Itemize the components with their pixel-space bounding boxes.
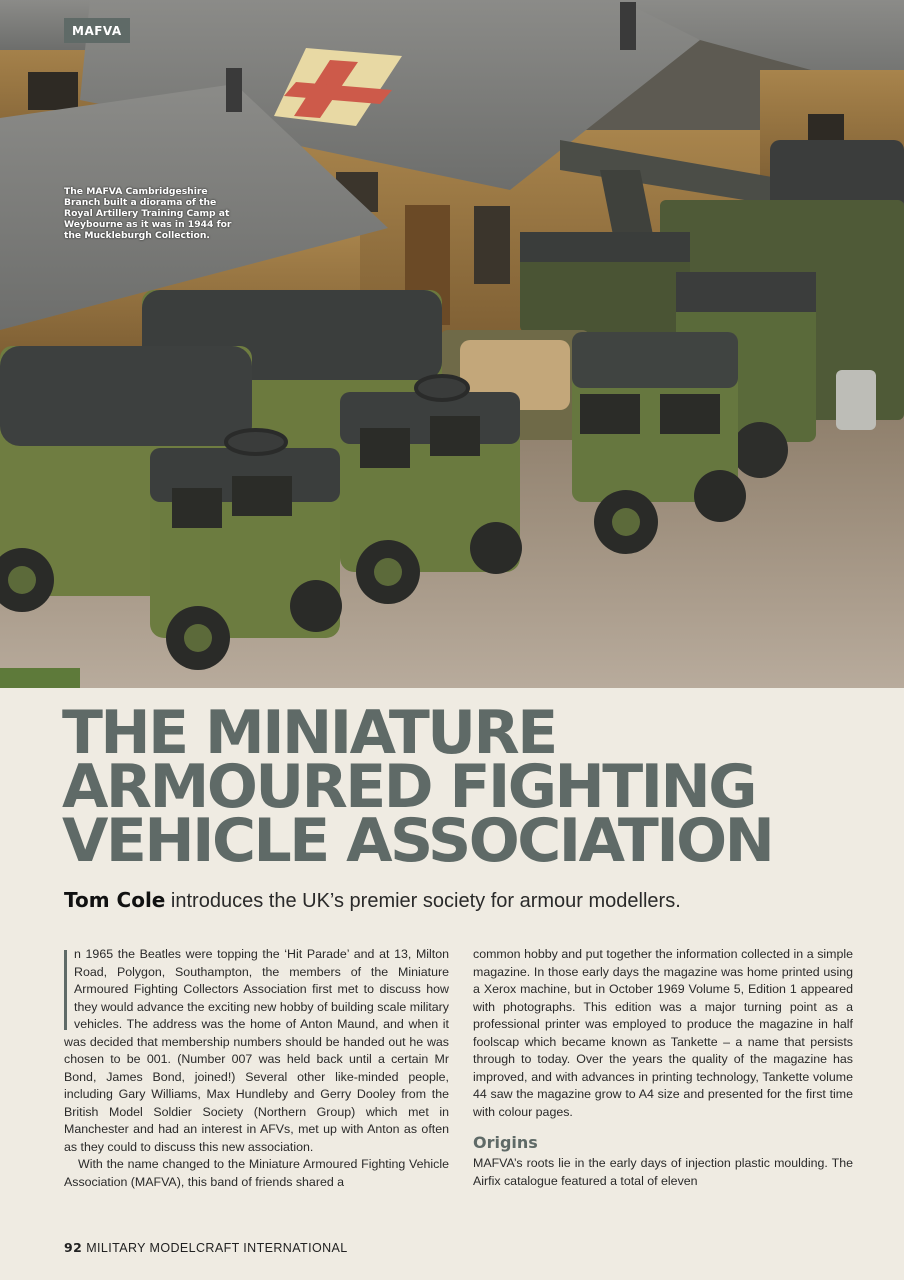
dropcap-bar [64, 950, 67, 1030]
publication-name: MILITARY MODELCRAFT INTERNATIONAL [86, 1241, 348, 1255]
page-number: 92 [64, 1240, 83, 1255]
body-column-left [64, 946, 449, 1191]
section-tag: MAFVA [64, 18, 130, 43]
standfirst [64, 888, 864, 913]
body-paragraph-2: With the name changed to the Miniature Armoured Fighting Vehicle Association (MAFVA), this band of friends shared a [64, 1157, 449, 1189]
page-footer [64, 1240, 348, 1255]
article-headline [62, 698, 892, 876]
body-paragraph-4: MAFVA’s roots lie in the early days of injection plastic moulding. The Airfix catalogue featured a total of eleven [473, 1156, 853, 1188]
subhead-origins: Origins [473, 1133, 538, 1152]
body-paragraph-3: common hobby and put together the information collected in a simple magazine. In those early days the magazine was home printed using a Xerox machine, but in October 1969 Volume 5, Edition 1 appeared with photographs. This edition was a major turning point as a professional printer was employed to produce the magazine in half foolscap which became known as Tankette – a name that persists through to today. Over the years the quality of the magazine has improved, and with advances in printing technology, Tankette volume 44 saw the magazine grow to A4 size and presented for the first time with colour pages. [473, 947, 853, 1119]
headline-line-1: THE MINIATURE [62, 698, 556, 768]
standfirst-text: introduces the UK’s premier society for armour modellers. [165, 890, 681, 912]
photo-caption: The MAFVA Cambridgeshire Branch built a diorama of the Royal Artillery Training Camp at Weybourne as it was in 1944 for the Muckleburgh Collection. [64, 186, 232, 241]
author-name: Tom Cole [64, 888, 166, 912]
body-column-right [473, 946, 853, 1190]
headline-line-3: VEHICLE ASSOCIATION [62, 806, 773, 876]
body-paragraph-1: n 1965 the Beatles were topping the ‘Hit Parade’ and at 13, Milton Road, Polygon, Southampton, the members of the Miniature Armoured Fighting Collectors Association first met to discuss how they would advance the exciting new hobby of building scale military vehicles. The address was the home of Anton Maund, and when it was decided that membership numbers should be handed out he was chosen to be 001. (Number 007 was held back until a certain Mr Bond, James Bond, joined!) Several other like-minded people, including Gary Williams, Max Hundleby and Gerry Dooley from the British Model Soldier Society (Northern Group) which met in Manchester and had an interest in AFVs, met up with Anton as often as they could to discuss this new association. [64, 947, 449, 1154]
headline-line-2: ARMOURED FIGHTING [62, 752, 755, 822]
